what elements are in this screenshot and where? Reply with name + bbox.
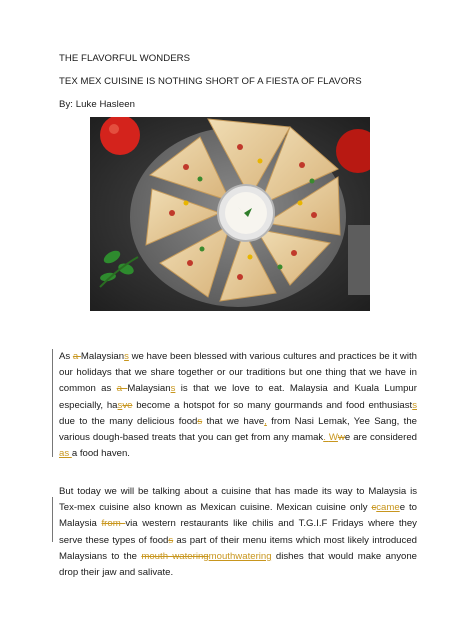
- deleted-text: a: [116, 383, 128, 395]
- text-run: e: [399, 502, 406, 514]
- text-run: via western restaurants like chilis and T.G.I.F Fridays where they serve these types of food: [59, 518, 417, 546]
- headline: TEX MEX CUISINE IS NOTHING SHORT OF A FIESTA OF FLAVORS: [59, 76, 362, 87]
- deleted-text: c: [371, 502, 377, 514]
- deleted-text: mouth watering: [141, 550, 209, 562]
- inserted-text: .: [323, 432, 329, 444]
- text-run: Malaysian: [80, 351, 125, 362]
- text-run: is that we love to eat. Malaysia and Kuala Lumpur especially, ha: [59, 383, 417, 411]
- deleted-text: ve: [122, 399, 133, 411]
- inserted-text: as: [59, 448, 72, 460]
- text-run: But today we will be talking about a cuisine that has made its way to Malaysia is Tex-mex cuisine also known as Mexican cuisine. Mexican cuisine only: [59, 486, 417, 514]
- text-run: Malaysian: [127, 383, 171, 395]
- change-bar: [52, 497, 53, 542]
- deleted-text: s: [197, 415, 203, 427]
- inserted-text: came: [376, 502, 400, 514]
- text-run: As: [59, 351, 73, 362]
- inserted-text: s: [412, 399, 417, 411]
- deleted-text: a: [72, 351, 81, 362]
- text-run: due to the many delicious food: [59, 415, 198, 427]
- inserted-text: s: [124, 351, 129, 362]
- deleted-text: from: [101, 518, 126, 530]
- paragraph-intro: [59, 349, 417, 462]
- kicker-heading: THE FLAVORFUL WONDERS: [59, 53, 191, 64]
- text-run: that we have: [202, 415, 265, 427]
- inserted-text: mouthwatering: [208, 550, 272, 562]
- quesadilla-photo-icon: [90, 117, 370, 311]
- inserted-text: s: [117, 399, 123, 411]
- text-run: dishes that would make anyone drop their jaw and salivate.: [59, 550, 418, 579]
- text-run: become a hotspot for so many gourmands and food enthusiast: [132, 399, 413, 411]
- text-run: we have been blessed with various cultures and practices be it with our holidays that we share together or our traditions but one thing that we have in common as: [59, 351, 417, 395]
- text-run: as part of their menu items which most likely introduced Malaysians to the: [59, 534, 417, 562]
- deleted-text: w: [337, 432, 345, 444]
- text-run: to Malaysia: [59, 502, 418, 530]
- text-run: e are considered: [344, 432, 417, 444]
- quesadilla-platter-photo: [90, 117, 370, 311]
- paragraph-tex-mex: [59, 484, 417, 581]
- text-run: from Nasi Lemak, Yee Sang, the various dough-based treats that you can get from any mamak: [59, 415, 417, 444]
- inserted-text: s: [170, 383, 176, 395]
- inserted-text: W: [328, 432, 338, 444]
- change-bar: [52, 349, 53, 457]
- byline: By: Luke Hasleen: [59, 99, 135, 110]
- deleted-text: s: [168, 534, 174, 546]
- text-run: a food haven.: [71, 448, 130, 460]
- inserted-text: ,: [264, 415, 267, 427]
